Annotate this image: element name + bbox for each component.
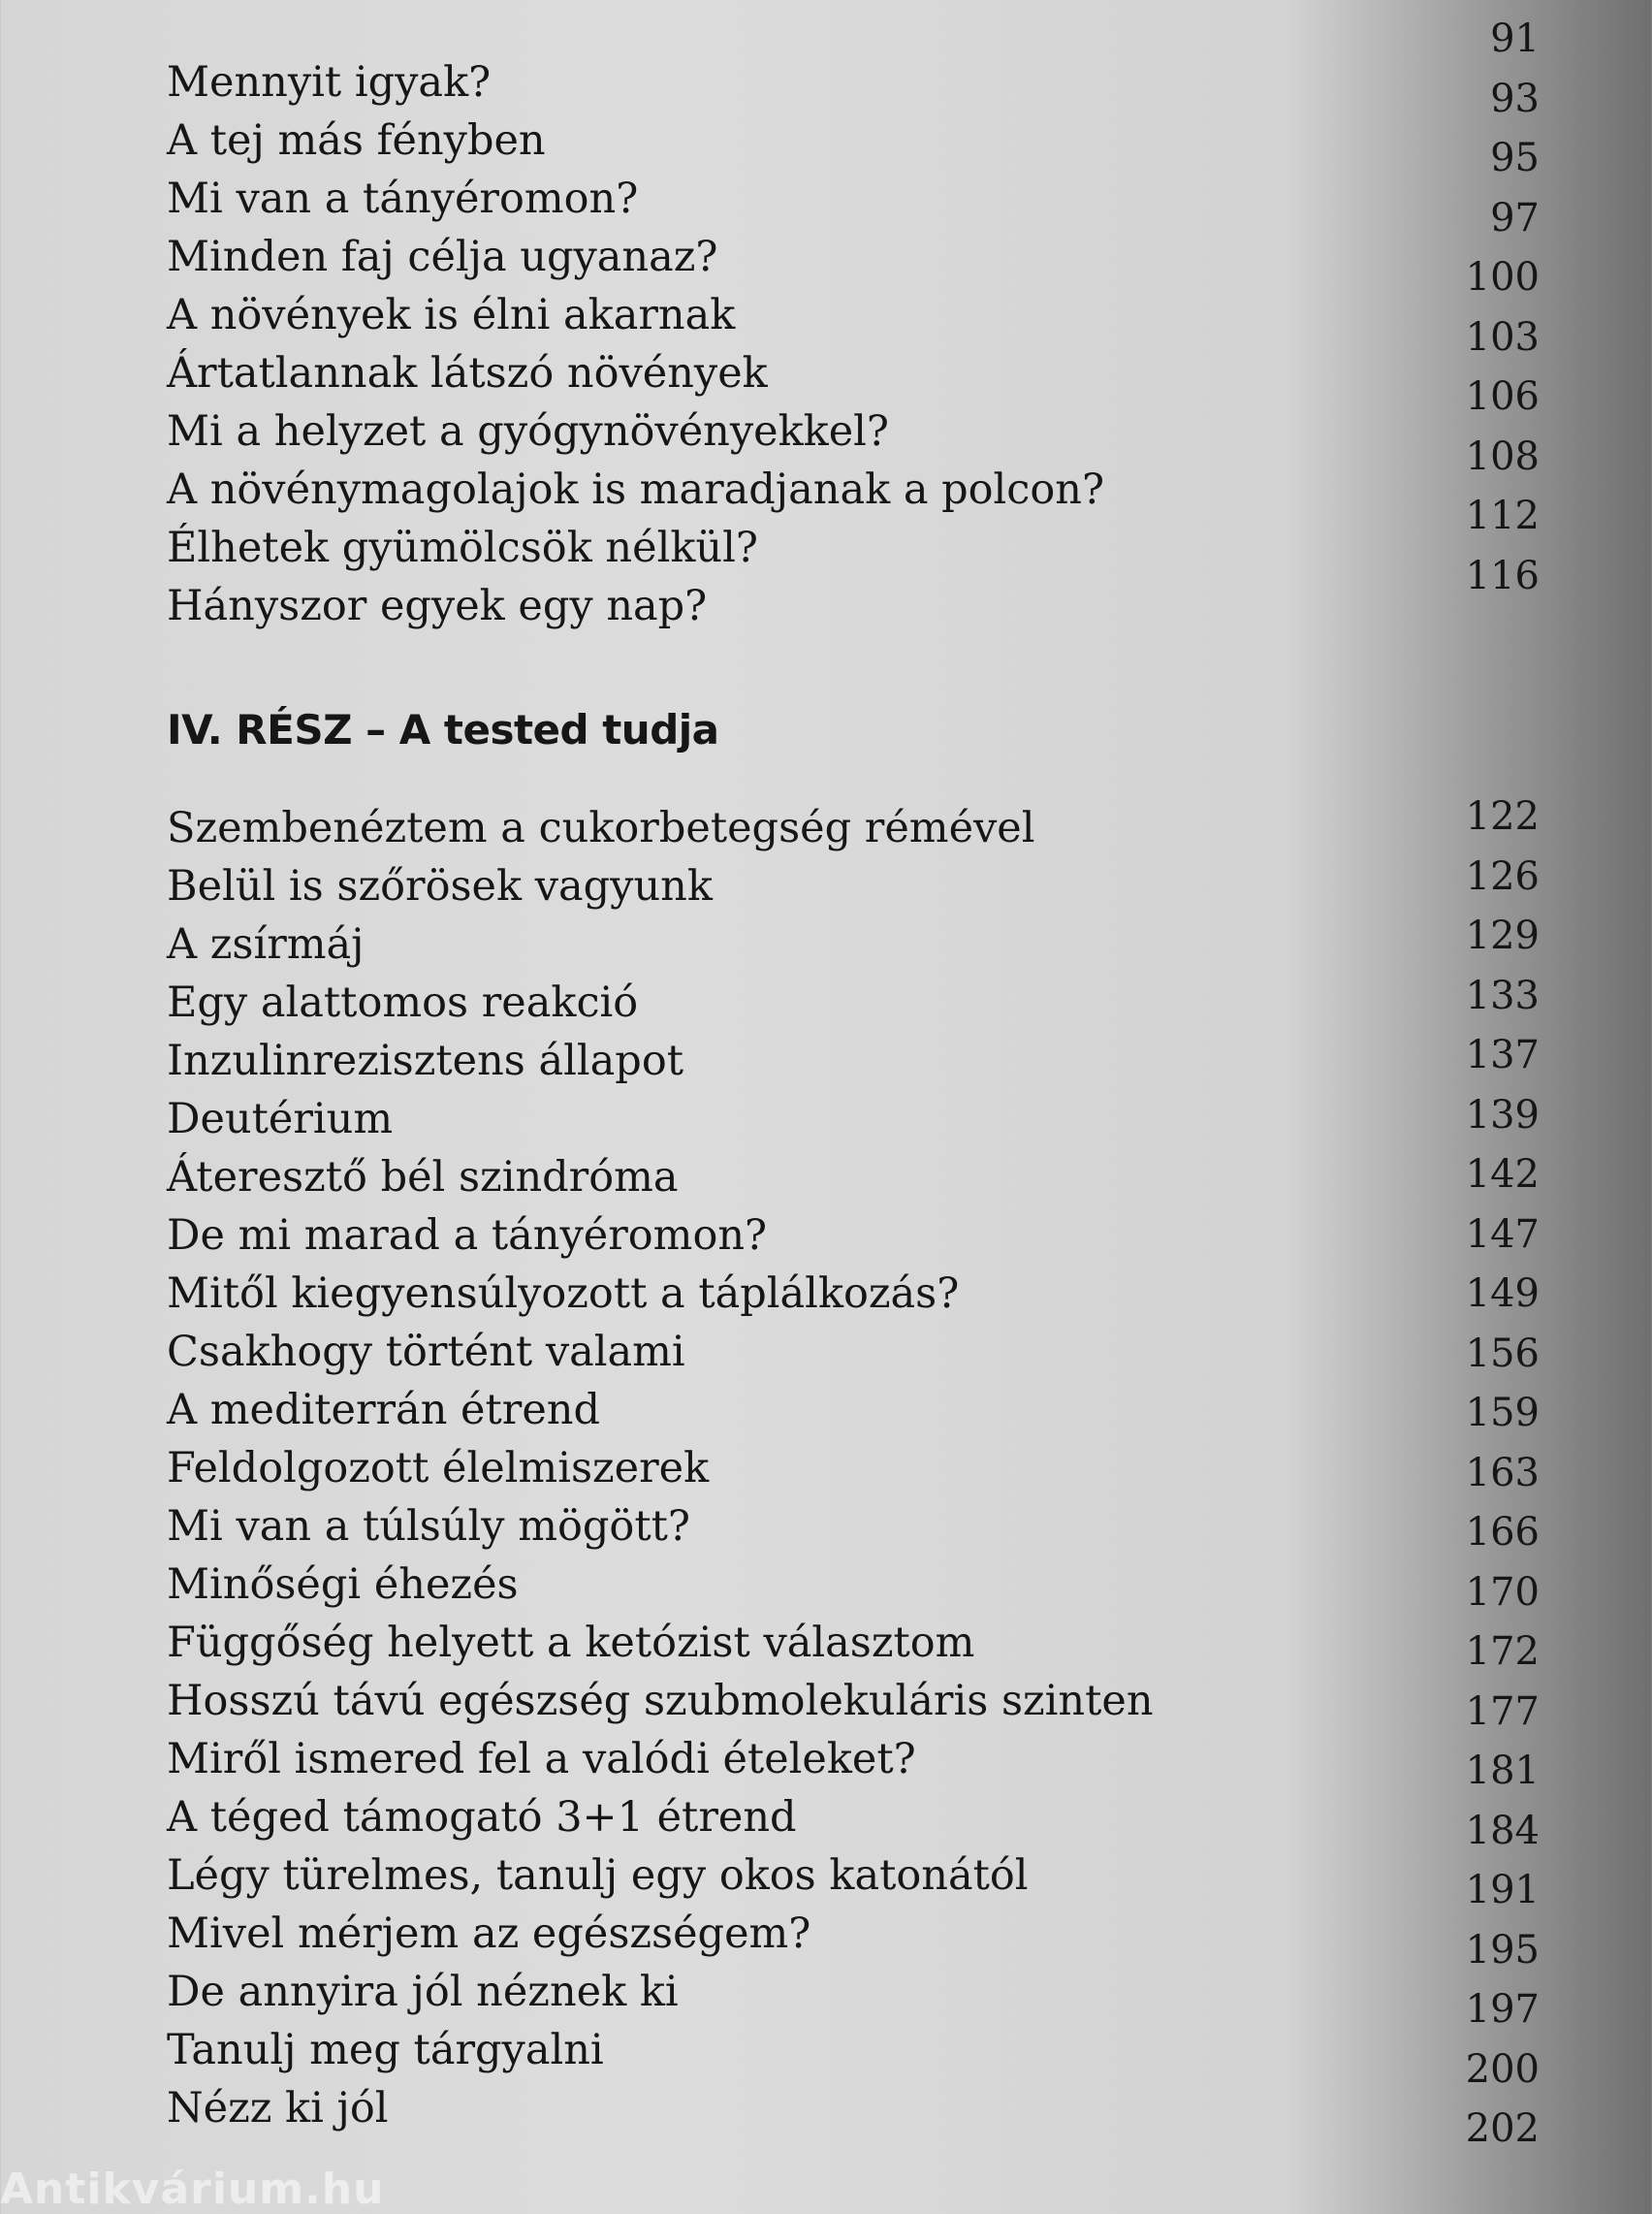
toc-entry: Egy alattomos reakció bbox=[167, 979, 639, 1027]
page-number: 172 bbox=[1465, 1629, 1540, 1674]
page-number: 122 bbox=[1465, 794, 1540, 839]
toc-entry: Minőségi éhezés bbox=[167, 1560, 519, 1609]
toc-entry: Élhetek gyümölcsök nélkül? bbox=[167, 524, 758, 572]
toc-entry: Légy türelmes, tanulj egy okos katonától bbox=[167, 1851, 1029, 1900]
toc-entry: A téged támogató 3+1 étrend bbox=[167, 1793, 797, 1842]
page-number: 116 bbox=[1465, 553, 1540, 598]
page-number: 181 bbox=[1465, 1749, 1540, 1793]
section-heading: IV. RÉSZ – A tested tudja bbox=[167, 706, 719, 754]
page-number: 139 bbox=[1465, 1092, 1540, 1138]
toc-entry: Inzulinrezisztens állapot bbox=[167, 1037, 683, 1085]
toc-entry: Hányszor egyek egy nap? bbox=[167, 582, 708, 630]
page-number: 197 bbox=[1465, 1987, 1540, 2032]
page-number: 91 bbox=[1490, 16, 1540, 61]
page-number: 149 bbox=[1465, 1271, 1540, 1316]
page-number: 97 bbox=[1490, 195, 1540, 241]
toc-entry: Szembenéztem a cukorbetegség rémével bbox=[167, 804, 1035, 852]
page-number: 156 bbox=[1465, 1331, 1540, 1376]
page-number: 112 bbox=[1465, 494, 1540, 538]
page-number: 163 bbox=[1465, 1450, 1540, 1495]
toc-entry: Csakhogy történt valami bbox=[167, 1328, 685, 1376]
section4-page-numbers bbox=[1346, 787, 1540, 2160]
toc-entry: Belül is szőrösek vagyunk bbox=[167, 862, 713, 911]
toc-entry: Minden faj célja ugyanaz? bbox=[167, 233, 718, 281]
toc-entry: Feldolgozott élelmiszerek bbox=[167, 1444, 710, 1492]
toc-entry: Függőség helyett a ketózist választom bbox=[167, 1619, 975, 1667]
page-number: 95 bbox=[1490, 136, 1540, 180]
toc-entry: Miről ismered fel a valódi ételeket? bbox=[167, 1735, 916, 1783]
toc-entry: De mi marad a tányéromon? bbox=[167, 1211, 768, 1260]
toc-entry: Mennyit igyak? bbox=[167, 58, 492, 107]
toc-entry: Mi a helyzet a gyógynövényekkel? bbox=[167, 407, 889, 456]
toc-entry: Mi van a tányéromon? bbox=[167, 175, 639, 223]
page-number: 195 bbox=[1465, 1927, 1540, 1973]
page-number: 159 bbox=[1465, 1391, 1540, 1435]
toc-entry: A mediterrán étrend bbox=[167, 1386, 601, 1434]
toc-entry: A tej más fényben bbox=[167, 116, 546, 165]
page-number: 166 bbox=[1465, 1510, 1540, 1555]
toc-entry: A növénymagolajok is maradjanak a polcon? bbox=[167, 465, 1105, 514]
toc-entry: Tanulj meg tárgyalni bbox=[167, 2026, 604, 2074]
toc-entry: A zsírmáj bbox=[167, 920, 365, 969]
page-number: 108 bbox=[1465, 433, 1540, 479]
page-number: 137 bbox=[1465, 1033, 1540, 1077]
page-number: 191 bbox=[1465, 1868, 1540, 1912]
toc-entry: Áteresztő bél szindróma bbox=[167, 1153, 679, 1202]
toc-entry: Mitől kiegyensúlyozott a táplálkozás? bbox=[167, 1269, 960, 1318]
page-number: 202 bbox=[1465, 2106, 1540, 2151]
toc-entry: Mi van a túlsúly mögött? bbox=[167, 1502, 690, 1551]
toc-entry: De annyira jól néznek ki bbox=[167, 1968, 679, 2016]
watermark: Antikvárium.hu bbox=[0, 2165, 385, 2214]
page-number: 133 bbox=[1465, 973, 1540, 1018]
page-number: 142 bbox=[1465, 1152, 1540, 1197]
page-number: 170 bbox=[1465, 1569, 1540, 1615]
page-number: 126 bbox=[1465, 853, 1540, 899]
toc-entry: Hosszú távú egészség szubmolekuláris szinten bbox=[167, 1677, 1154, 1725]
page-number: 147 bbox=[1465, 1211, 1540, 1257]
section4-entries bbox=[167, 799, 1330, 2137]
toc-entry: Deutérium bbox=[167, 1095, 394, 1143]
page-number: 177 bbox=[1465, 1688, 1540, 1734]
toc-entry: A növények is élni akarnak bbox=[167, 291, 736, 339]
toc-entry: Mivel mérjem az egészségem? bbox=[167, 1909, 811, 1958]
section3-page-numbers bbox=[1346, 10, 1540, 606]
toc-entry: Nézz ki jól bbox=[167, 2084, 389, 2133]
page-number: 93 bbox=[1490, 76, 1540, 121]
page-number: 106 bbox=[1465, 374, 1540, 419]
page-number: 103 bbox=[1465, 314, 1540, 360]
page-number: 184 bbox=[1465, 1808, 1540, 1853]
page-number: 129 bbox=[1465, 914, 1540, 958]
page-number: 200 bbox=[1465, 2046, 1540, 2092]
page-number: 100 bbox=[1465, 255, 1540, 300]
toc-entry: Ártatlannak látszó növények bbox=[167, 349, 768, 398]
section3-entries bbox=[167, 53, 1330, 635]
